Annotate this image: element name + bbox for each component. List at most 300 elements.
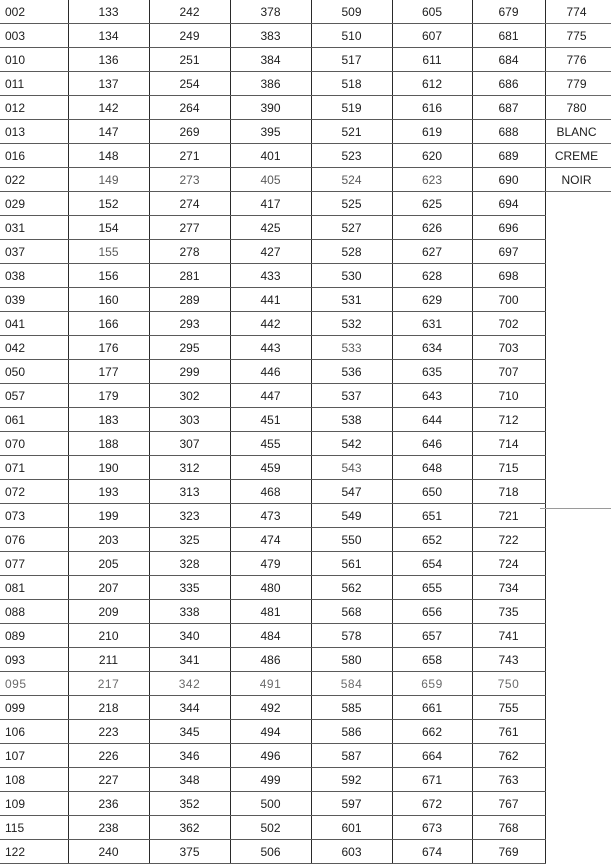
code-cell: 707 xyxy=(472,360,545,384)
code-cell: 537 xyxy=(311,384,392,408)
code-cell: 383 xyxy=(230,24,311,48)
table-row xyxy=(0,384,545,408)
code-cell: 479 xyxy=(230,552,311,576)
code-cell: 395 xyxy=(230,120,311,144)
code-cell: 688 xyxy=(472,120,545,144)
code-cell: 179 xyxy=(68,384,149,408)
code-cell: 703 xyxy=(472,336,545,360)
code-cell: 644 xyxy=(392,408,472,432)
code-cell: 176 xyxy=(68,336,149,360)
code-cell: 518 xyxy=(311,72,392,96)
code-cell: 763 xyxy=(472,768,545,792)
code-cell: 491 xyxy=(230,672,311,696)
code-cell: 664 xyxy=(392,744,472,768)
code-cell: 656 xyxy=(392,600,472,624)
code-cell: 616 xyxy=(392,96,472,120)
code-cell: 254 xyxy=(149,72,230,96)
code-cell: 523 xyxy=(311,144,392,168)
code-cell: 531 xyxy=(311,288,392,312)
code-cell: 070 xyxy=(0,432,68,456)
table-row xyxy=(0,792,545,816)
extra-code-cell: CREME xyxy=(542,144,611,168)
code-cell: 240 xyxy=(68,840,149,864)
code-cell: 313 xyxy=(149,480,230,504)
code-cell: 269 xyxy=(149,120,230,144)
code-cell: 037 xyxy=(0,240,68,264)
code-cell: 762 xyxy=(472,744,545,768)
code-cell: 148 xyxy=(68,144,149,168)
code-cell: 623 xyxy=(392,168,472,192)
code-cell: 199 xyxy=(68,504,149,528)
code-cell: 502 xyxy=(230,816,311,840)
code-cell: 499 xyxy=(230,768,311,792)
code-cell: 152 xyxy=(68,192,149,216)
code-cell: 586 xyxy=(311,720,392,744)
code-cell: 106 xyxy=(0,720,68,744)
code-cell: 149 xyxy=(68,168,149,192)
table-row xyxy=(542,0,611,24)
code-cell: 446 xyxy=(230,360,311,384)
table-row xyxy=(0,168,545,192)
code-cell: 274 xyxy=(149,192,230,216)
code-cell: 587 xyxy=(311,744,392,768)
table-row xyxy=(0,336,545,360)
code-cell: 278 xyxy=(149,240,230,264)
table-row xyxy=(0,216,545,240)
code-cell: 549 xyxy=(311,504,392,528)
table-row xyxy=(542,120,611,144)
code-cell: 500 xyxy=(230,792,311,816)
table-row xyxy=(542,144,611,168)
table-row xyxy=(0,264,545,288)
code-cell: 108 xyxy=(0,768,68,792)
code-cell: 088 xyxy=(0,600,68,624)
table-row xyxy=(542,96,611,120)
code-cell: 348 xyxy=(149,768,230,792)
code-cell: 295 xyxy=(149,336,230,360)
code-cell: 264 xyxy=(149,96,230,120)
code-cell: 584 xyxy=(311,672,392,696)
code-cell: 578 xyxy=(311,624,392,648)
code-cell: 741 xyxy=(472,624,545,648)
table-row xyxy=(0,48,545,72)
code-cell: 684 xyxy=(472,48,545,72)
code-cell: 536 xyxy=(311,360,392,384)
code-cell: 076 xyxy=(0,528,68,552)
extra-code-table xyxy=(542,0,611,192)
code-cell: 271 xyxy=(149,144,230,168)
code-cell: 038 xyxy=(0,264,68,288)
table-row xyxy=(0,816,545,840)
code-cell: 474 xyxy=(230,528,311,552)
code-cell: 710 xyxy=(472,384,545,408)
code-cell: 652 xyxy=(392,528,472,552)
table-row xyxy=(0,672,545,696)
code-cell: 137 xyxy=(68,72,149,96)
code-cell: 673 xyxy=(392,816,472,840)
code-cell: 003 xyxy=(0,24,68,48)
code-cell: 455 xyxy=(230,432,311,456)
code-cell: 722 xyxy=(472,528,545,552)
code-cell: 211 xyxy=(68,648,149,672)
code-cell: 481 xyxy=(230,600,311,624)
code-cell: 768 xyxy=(472,816,545,840)
code-cell: 039 xyxy=(0,288,68,312)
code-cell: 099 xyxy=(0,696,68,720)
code-cell: 190 xyxy=(68,456,149,480)
code-cell: 524 xyxy=(311,168,392,192)
code-cell: 496 xyxy=(230,744,311,768)
code-cell: 494 xyxy=(230,720,311,744)
code-cell: 002 xyxy=(0,0,68,24)
code-cell: 530 xyxy=(311,264,392,288)
code-cell: 662 xyxy=(392,720,472,744)
code-cell: 661 xyxy=(392,696,472,720)
code-cell: 277 xyxy=(149,216,230,240)
code-cell: 538 xyxy=(311,408,392,432)
code-cell: 681 xyxy=(472,24,545,48)
code-cell: 527 xyxy=(311,216,392,240)
code-cell: 071 xyxy=(0,456,68,480)
code-cell: 718 xyxy=(472,480,545,504)
code-cell: 735 xyxy=(472,600,545,624)
code-cell: 249 xyxy=(149,24,230,48)
code-cell: 597 xyxy=(311,792,392,816)
table-row xyxy=(0,552,545,576)
code-cell: 122 xyxy=(0,840,68,864)
code-cell: 328 xyxy=(149,552,230,576)
table-row xyxy=(0,840,545,864)
code-cell: 532 xyxy=(311,312,392,336)
table-row xyxy=(0,144,545,168)
code-cell: 612 xyxy=(392,72,472,96)
code-cell: 154 xyxy=(68,216,149,240)
code-cell: 081 xyxy=(0,576,68,600)
code-cell: 299 xyxy=(149,360,230,384)
table-row xyxy=(0,648,545,672)
code-cell: 654 xyxy=(392,552,472,576)
code-cell: 425 xyxy=(230,216,311,240)
code-cell: 109 xyxy=(0,792,68,816)
code-cell: 302 xyxy=(149,384,230,408)
extra-code-cell: 774 xyxy=(542,0,611,24)
code-cell: 629 xyxy=(392,288,472,312)
code-cell: 492 xyxy=(230,696,311,720)
code-cell: 217 xyxy=(68,672,149,696)
table-row xyxy=(0,192,545,216)
code-cell: 486 xyxy=(230,648,311,672)
code-cell: 323 xyxy=(149,504,230,528)
code-cell: 459 xyxy=(230,456,311,480)
code-cell: 533 xyxy=(311,336,392,360)
code-cell: 694 xyxy=(472,192,545,216)
code-cell: 451 xyxy=(230,408,311,432)
table-row xyxy=(0,696,545,720)
code-cell: 657 xyxy=(392,624,472,648)
code-cell: 550 xyxy=(311,528,392,552)
code-cell: 386 xyxy=(230,72,311,96)
code-cell: 335 xyxy=(149,576,230,600)
code-cell: 390 xyxy=(230,96,311,120)
code-cell: 236 xyxy=(68,792,149,816)
code-cell: 648 xyxy=(392,456,472,480)
table-row xyxy=(0,600,545,624)
code-cell: 177 xyxy=(68,360,149,384)
extra-code-cell: 779 xyxy=(542,72,611,96)
code-cell: 447 xyxy=(230,384,311,408)
code-cell: 136 xyxy=(68,48,149,72)
extra-code-table-body xyxy=(542,0,611,192)
table-row xyxy=(0,120,545,144)
code-cell: 345 xyxy=(149,720,230,744)
code-cell: 401 xyxy=(230,144,311,168)
code-cell: 307 xyxy=(149,432,230,456)
code-cell: 687 xyxy=(472,96,545,120)
code-cell: 293 xyxy=(149,312,230,336)
code-cell: 203 xyxy=(68,528,149,552)
code-cell: 281 xyxy=(149,264,230,288)
code-cell: 561 xyxy=(311,552,392,576)
code-cell: 767 xyxy=(472,792,545,816)
code-cell: 031 xyxy=(0,216,68,240)
code-cell: 543 xyxy=(311,456,392,480)
code-cell: 714 xyxy=(472,432,545,456)
code-cell: 273 xyxy=(149,168,230,192)
code-cell: 750 xyxy=(472,672,545,696)
code-cell: 029 xyxy=(0,192,68,216)
code-cell: 519 xyxy=(311,96,392,120)
code-cell: 510 xyxy=(311,24,392,48)
code-cell: 686 xyxy=(472,72,545,96)
code-cell: 042 xyxy=(0,336,68,360)
code-cell: 107 xyxy=(0,744,68,768)
code-cell: 238 xyxy=(68,816,149,840)
code-cell: 603 xyxy=(311,840,392,864)
code-cell: 743 xyxy=(472,648,545,672)
code-cell: 142 xyxy=(68,96,149,120)
code-cell: 473 xyxy=(230,504,311,528)
code-cell: 340 xyxy=(149,624,230,648)
table-row xyxy=(0,96,545,120)
code-cell: 011 xyxy=(0,72,68,96)
code-cell: 517 xyxy=(311,48,392,72)
code-cell: 378 xyxy=(230,0,311,24)
code-cell: 073 xyxy=(0,504,68,528)
code-cell: 672 xyxy=(392,792,472,816)
code-cell: 012 xyxy=(0,96,68,120)
code-cell: 072 xyxy=(0,480,68,504)
extra-code-cell: 776 xyxy=(542,48,611,72)
code-cell: 580 xyxy=(311,648,392,672)
extra-code-cell: 780 xyxy=(542,96,611,120)
code-cell: 585 xyxy=(311,696,392,720)
code-cell: 209 xyxy=(68,600,149,624)
code-cell: 341 xyxy=(149,648,230,672)
code-cell: 226 xyxy=(68,744,149,768)
code-cell: 761 xyxy=(472,720,545,744)
table-row xyxy=(0,504,545,528)
extra-code-cell: NOIR xyxy=(542,168,611,192)
code-cell: 605 xyxy=(392,0,472,24)
code-cell: 013 xyxy=(0,120,68,144)
code-cell: 405 xyxy=(230,168,311,192)
code-cell: 016 xyxy=(0,144,68,168)
code-cell: 443 xyxy=(230,336,311,360)
code-cell: 658 xyxy=(392,648,472,672)
code-cell: 627 xyxy=(392,240,472,264)
code-cell: 715 xyxy=(472,456,545,480)
code-cell: 041 xyxy=(0,312,68,336)
code-cell: 690 xyxy=(472,168,545,192)
code-cell: 631 xyxy=(392,312,472,336)
fold-line xyxy=(540,508,611,509)
code-cell: 133 xyxy=(68,0,149,24)
code-cell: 528 xyxy=(311,240,392,264)
code-cell: 010 xyxy=(0,48,68,72)
table-row xyxy=(0,432,545,456)
code-cell: 659 xyxy=(392,672,472,696)
code-cell: 147 xyxy=(68,120,149,144)
code-cell: 089 xyxy=(0,624,68,648)
code-cell: 050 xyxy=(0,360,68,384)
code-cell: 734 xyxy=(472,576,545,600)
table-row xyxy=(0,360,545,384)
code-cell: 095 xyxy=(0,672,68,696)
code-cell: 698 xyxy=(472,264,545,288)
table-row xyxy=(0,24,545,48)
code-cell: 626 xyxy=(392,216,472,240)
code-cell: 156 xyxy=(68,264,149,288)
code-cell: 218 xyxy=(68,696,149,720)
code-cell: 521 xyxy=(311,120,392,144)
extra-code-cell: BLANC xyxy=(542,120,611,144)
code-cell: 674 xyxy=(392,840,472,864)
code-cell: 592 xyxy=(311,768,392,792)
code-cell: 134 xyxy=(68,24,149,48)
table-row xyxy=(0,0,545,24)
code-cell: 542 xyxy=(311,432,392,456)
table-row xyxy=(0,480,545,504)
code-cell: 480 xyxy=(230,576,311,600)
code-cell: 651 xyxy=(392,504,472,528)
code-cell: 509 xyxy=(311,0,392,24)
code-cell: 646 xyxy=(392,432,472,456)
table-row xyxy=(0,312,545,336)
code-cell: 755 xyxy=(472,696,545,720)
code-cell: 769 xyxy=(472,840,545,864)
code-cell: 077 xyxy=(0,552,68,576)
code-cell: 671 xyxy=(392,768,472,792)
code-cell: 650 xyxy=(392,480,472,504)
code-cell: 183 xyxy=(68,408,149,432)
code-cell: 227 xyxy=(68,768,149,792)
code-cell: 352 xyxy=(149,792,230,816)
code-cell: 643 xyxy=(392,384,472,408)
code-cell: 188 xyxy=(68,432,149,456)
code-cell: 115 xyxy=(0,816,68,840)
code-cell: 620 xyxy=(392,144,472,168)
table-row xyxy=(0,528,545,552)
code-cell: 696 xyxy=(472,216,545,240)
code-cell: 484 xyxy=(230,624,311,648)
code-cell: 362 xyxy=(149,816,230,840)
code-cell: 160 xyxy=(68,288,149,312)
code-cell: 303 xyxy=(149,408,230,432)
code-cell: 312 xyxy=(149,456,230,480)
code-cell: 619 xyxy=(392,120,472,144)
code-cell: 634 xyxy=(392,336,472,360)
table-row xyxy=(0,72,545,96)
code-cell: 384 xyxy=(230,48,311,72)
table-row xyxy=(0,768,545,792)
code-cell: 525 xyxy=(311,192,392,216)
code-cell: 607 xyxy=(392,24,472,48)
code-cell: 057 xyxy=(0,384,68,408)
code-cell: 601 xyxy=(311,816,392,840)
code-cell: 562 xyxy=(311,576,392,600)
extra-code-cell: 775 xyxy=(542,24,611,48)
code-cell: 702 xyxy=(472,312,545,336)
code-cell: 547 xyxy=(311,480,392,504)
code-cell: 700 xyxy=(472,288,545,312)
code-cell: 506 xyxy=(230,840,311,864)
table-row xyxy=(542,168,611,192)
code-cell: 655 xyxy=(392,576,472,600)
code-cell: 289 xyxy=(149,288,230,312)
table-row xyxy=(542,72,611,96)
table-row xyxy=(0,624,545,648)
code-cell: 093 xyxy=(0,648,68,672)
table-row xyxy=(0,720,545,744)
code-cell: 342 xyxy=(149,672,230,696)
table-row xyxy=(542,24,611,48)
code-cell: 061 xyxy=(0,408,68,432)
code-cell: 251 xyxy=(149,48,230,72)
code-cell: 441 xyxy=(230,288,311,312)
table-row xyxy=(542,48,611,72)
code-cell: 721 xyxy=(472,504,545,528)
table-row xyxy=(0,744,545,768)
code-cell: 712 xyxy=(472,408,545,432)
code-cell: 427 xyxy=(230,240,311,264)
code-cell: 210 xyxy=(68,624,149,648)
code-cell: 689 xyxy=(472,144,545,168)
code-cell: 346 xyxy=(149,744,230,768)
code-cell: 442 xyxy=(230,312,311,336)
code-cell: 375 xyxy=(149,840,230,864)
code-cell: 568 xyxy=(311,600,392,624)
table-row xyxy=(0,240,545,264)
code-cell: 022 xyxy=(0,168,68,192)
code-cell: 205 xyxy=(68,552,149,576)
code-cell: 344 xyxy=(149,696,230,720)
code-cell: 625 xyxy=(392,192,472,216)
code-cell: 417 xyxy=(230,192,311,216)
table-row xyxy=(0,288,545,312)
code-cell: 635 xyxy=(392,360,472,384)
table-row xyxy=(0,456,545,480)
code-cell: 325 xyxy=(149,528,230,552)
code-cell: 611 xyxy=(392,48,472,72)
code-cell: 242 xyxy=(149,0,230,24)
code-cell: 628 xyxy=(392,264,472,288)
code-cell: 679 xyxy=(472,0,545,24)
code-cell: 724 xyxy=(472,552,545,576)
code-cell: 338 xyxy=(149,600,230,624)
code-cell: 697 xyxy=(472,240,545,264)
code-cell: 207 xyxy=(68,576,149,600)
code-cell: 155 xyxy=(68,240,149,264)
